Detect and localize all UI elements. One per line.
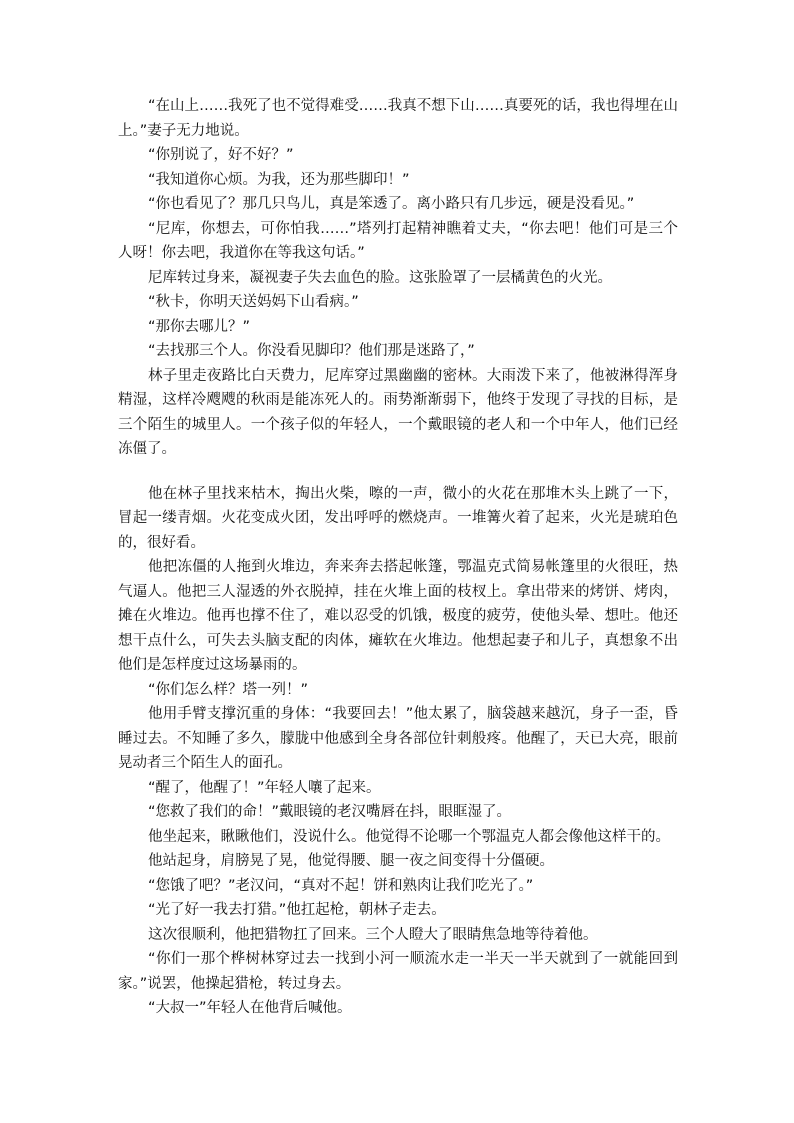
- paragraph: 他站起身，肩膀晃了晃，他觉得腰、腿一夜之间变得十分僵硬。: [148, 853, 554, 869]
- paragraph: 他坐起来，瞅瞅他们，没说什么。他觉得不论哪一个鄂温克人都会像他这样干的。: [148, 828, 670, 845]
- paragraph: 他把冻僵的人拖到火堆边，奔来奔去搭起帐篷，鄂温克式简易帐篷里的火很旺，热气逼人。他把三人湿透的外衣脱掉，挂在火堆上面的枝杈上。拿出带来的烤饼、烤肉，摊在火堆边。他再也撑不住了，难以忍受的饥饿，极度的疲劳，使他头晕、想吐。他还想干点什么，可失去头脑支配的肉体，瘫软在火堆边。他想起妻子和儿子，真想象不出他们是怎样度过这场暴雨的。: [118, 559, 678, 673]
- paragraph: “光了好一我去打猎。”他扛起枪，朝林子走去。: [148, 902, 446, 918]
- paragraph: 尼库转过身来，凝视妻子失去血色的脸。这张脸罩了一层橘黄色的火光。: [148, 269, 612, 286]
- paragraph: “我知道你心烦。为我，还为那些脚印！”: [148, 171, 410, 188]
- paragraph: “尼库，你想去，可你怕我……”塔列打起精神瞧着丈夫，“你去吧！他们可是三个人呀！你去吧，我道你在等我这句话。”: [118, 220, 678, 261]
- paragraph: 他在林子里找来枯木，掏出火柴，嚓的一声，微小的火花在那堆木头上跳了一下，冒起一缕青烟。火花变成火团，发出呼呼的燃烧声。一堆篝火着了起来，火光是琥珀色的，很好看。: [118, 485, 678, 551]
- paragraph: “您饿了吧？”老汉问，“真对不起！饼和熟肉让我们吃光了。”: [148, 877, 534, 894]
- paragraph: “大叔一”年轻人在他背后喊他。: [148, 1000, 352, 1016]
- paragraph: “去找那三个人。你没看见脚印？他们那是迷路了，”: [148, 343, 475, 359]
- paragraph: 这次很顺利，他把猎物扛了回来。三个人瞪大了眼睛焦急地等待着他。: [148, 926, 598, 943]
- paragraph: “您救了我们的命！”戴眼镜的老汉嘴唇在抖，眼眶湿了。: [148, 804, 512, 820]
- paragraph: “在山上……我死了也不觉得难受……我真不想下山……真要死的话，我也得埋在山上。”妻子无力地说。: [118, 98, 678, 139]
- document-body: [118, 94, 678, 1021]
- paragraph: “你们怎么样？塔一列！”: [148, 681, 309, 698]
- paragraph: “你们一那个桦树林穿过去一找到小河一顺流水走一半天一半天就到了一就能回到家。”说罢，他操起猎枪，转过身去。: [118, 951, 678, 992]
- paragraph: 他用手臂支撑沉重的身体：“我要回去！”他太累了，脑袋越来越沉，身子一歪，昏睡过去。不知睡了多久，朦胧中他感到全身各部位针刺般疼。他醒了，天已大亮，眼前晃动者三个陌生人的面孔。: [118, 706, 678, 771]
- paragraph: 林子里走夜路比白天费力，尼库穿过黑幽幽的密林。大雨泼下来了，他被淋得浑身精湿，这样冷飕飕的秋雨是能冻死人的。雨势渐渐弱下，他终于发现了寻找的目标，是三个陌生的城里人。一个孩子似的年轻人，一个戴眼镜的老人和一个中年人，他们已经冻僵了。: [118, 367, 678, 457]
- paragraph: “那你去哪儿？”: [148, 318, 251, 335]
- paragraph: “你也看见了？那几只鸟儿，真是笨透了。离小路只有几步远，硬是没看见。”: [148, 196, 635, 212]
- paragraph: “你别说了，好不好？”: [148, 147, 294, 163]
- paragraph: “秋卡，你明天送妈妈下山看病。”: [148, 294, 359, 310]
- paragraph: “醒了，他醒了！”年轻人嚷了起来。: [148, 779, 381, 796]
